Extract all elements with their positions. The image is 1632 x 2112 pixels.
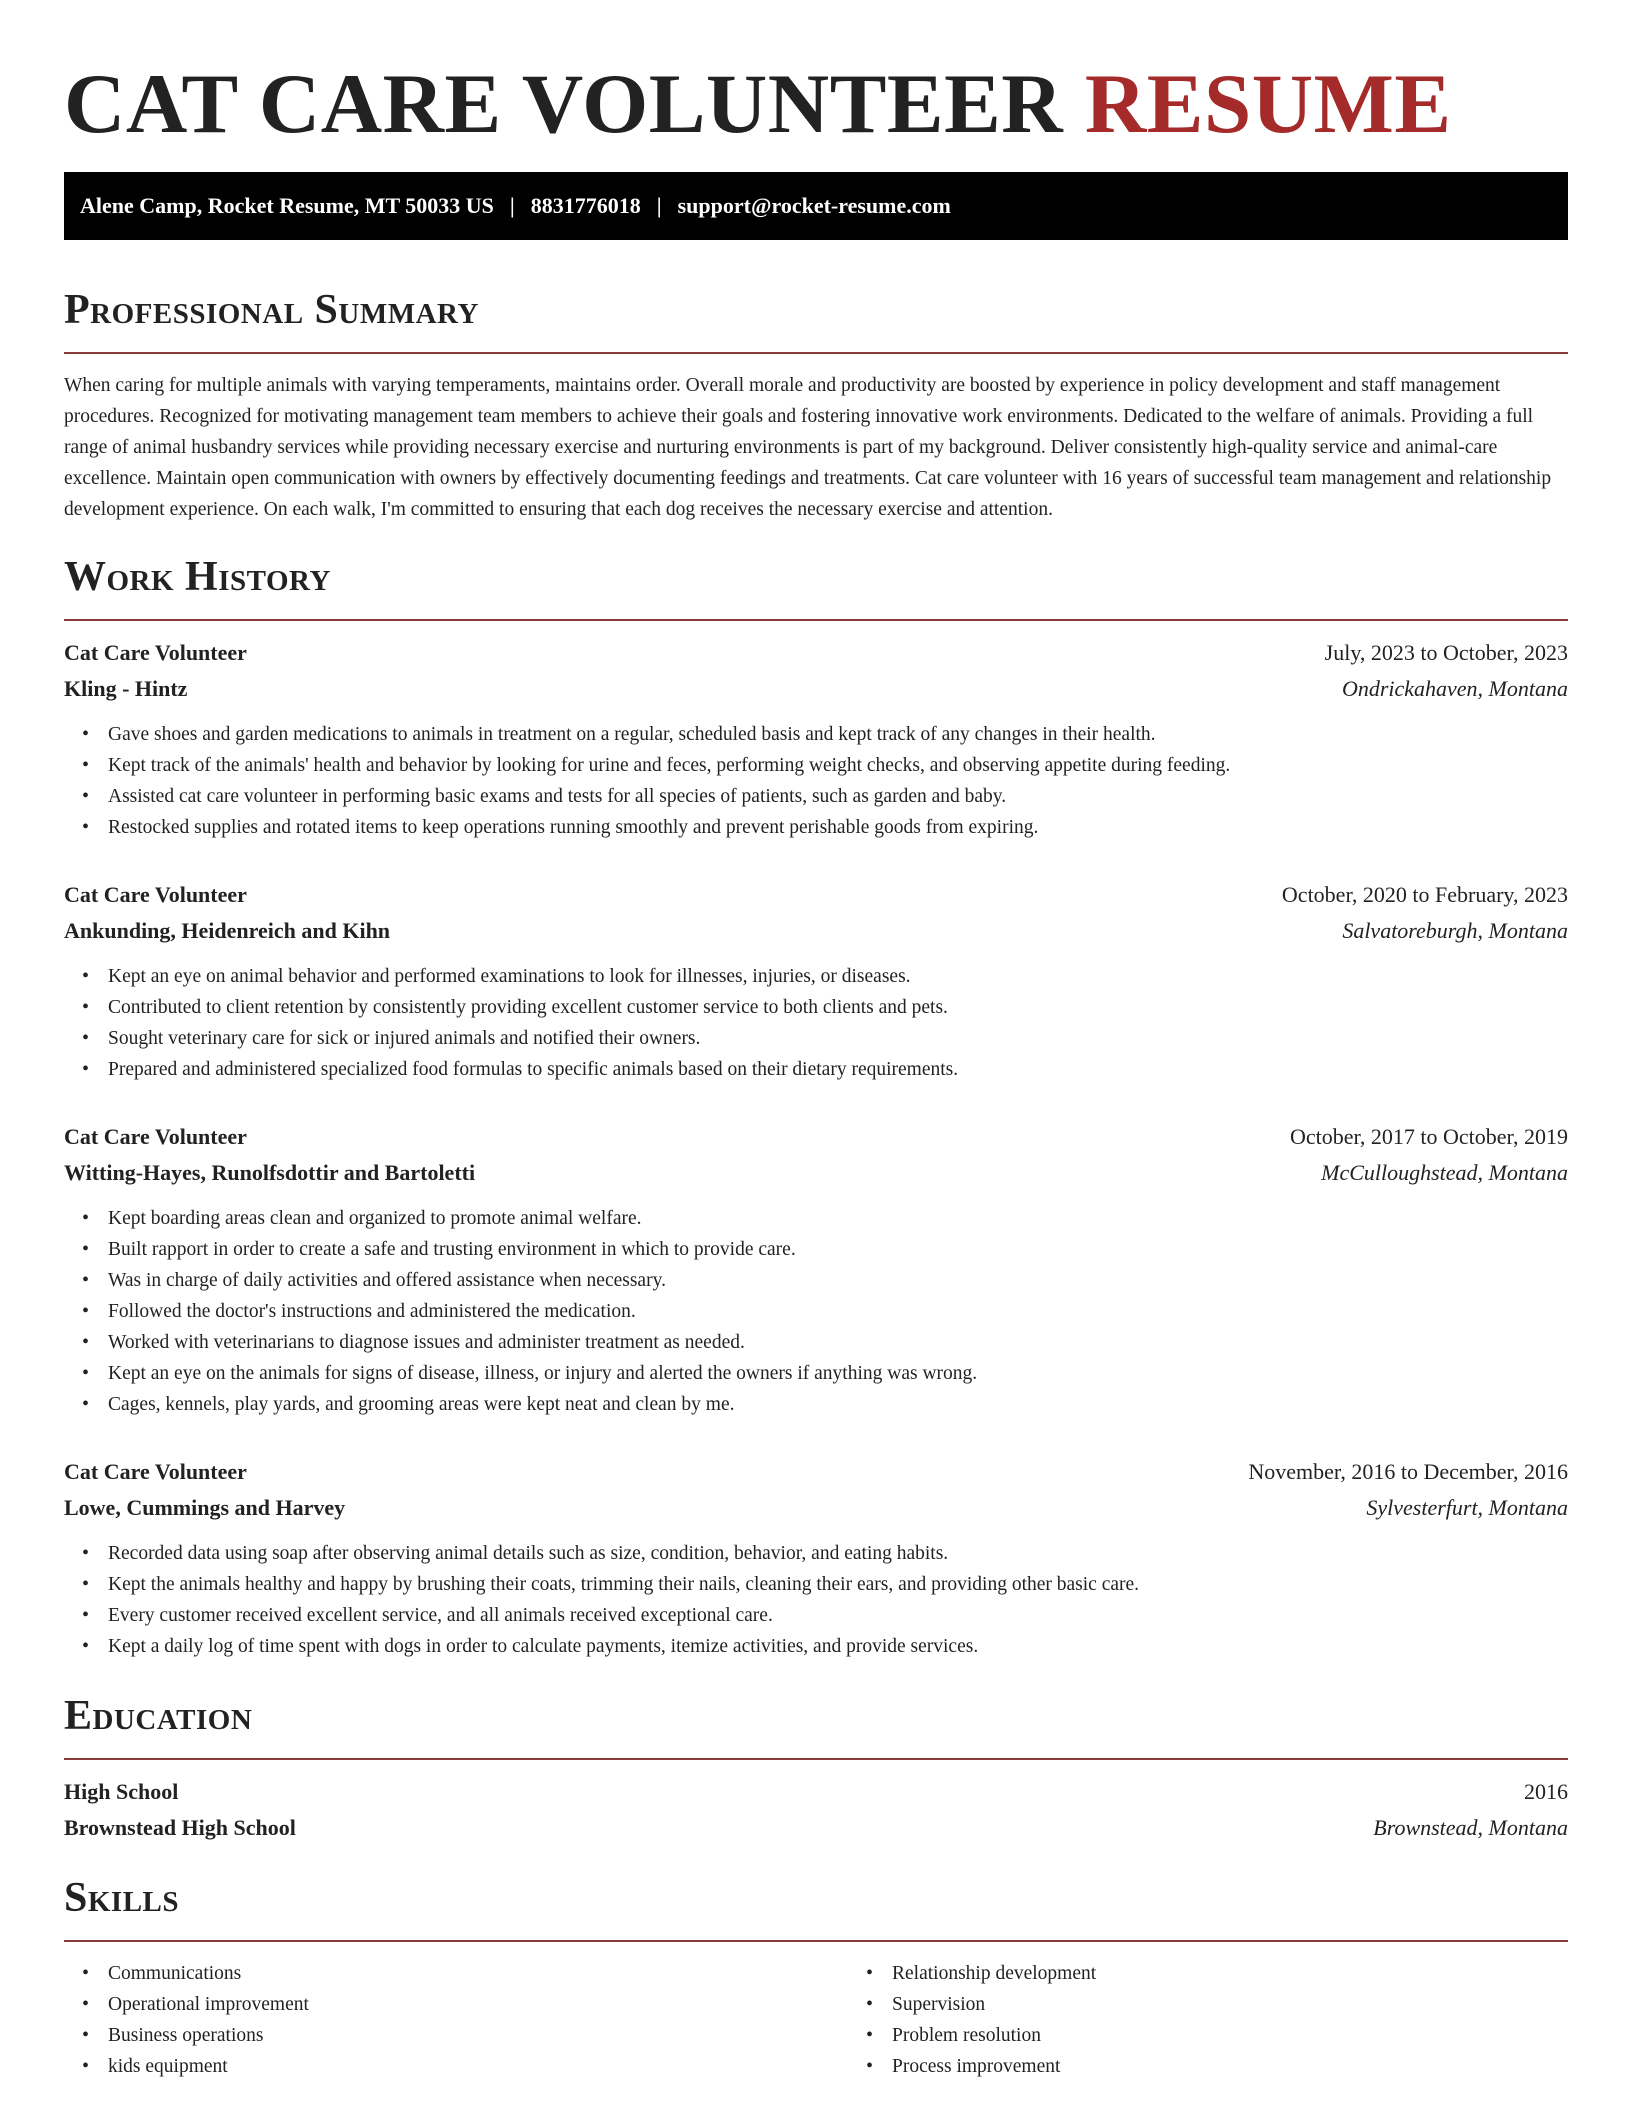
skills-columns [64, 1958, 1568, 2082]
education-school-row [64, 1810, 1568, 1846]
job-dates: October, 2020 to February, 2023 [1281, 882, 1568, 907]
job-company: Lowe, Cummings and Harvey [64, 1495, 346, 1520]
education-degree-row [64, 1774, 1568, 1810]
job-entry [64, 877, 1568, 1085]
job-bullet: • Built rapport in order to create a safe and trusting environment in which to provide care. [108, 1234, 1568, 1265]
job-title-row [64, 1119, 1568, 1155]
job-bullet: • Recorded data using soap after observing animal details such as size, condition, behavior, and eating habits. [108, 1538, 1568, 1569]
job-location: Sylvesterfurt, Montana [1366, 1495, 1568, 1520]
job-bullet: • Followed the doctor's instructions and administered the medication. [108, 1296, 1568, 1327]
job-company-row [64, 1490, 1568, 1526]
section-divider [64, 1940, 1568, 1942]
job-entry [64, 635, 1568, 843]
job-bullet: • Kept boarding areas clean and organized to promote animal welfare. [108, 1203, 1568, 1234]
job-company-row [64, 913, 1568, 949]
job-bullet: • Was in charge of daily activities and offered assistance when necessary. [108, 1265, 1568, 1296]
education-school: Brownstead High School [64, 1815, 296, 1840]
skill-item: • Process improvement [892, 2051, 1568, 2082]
job-title: Cat Care Volunteer [64, 1459, 247, 1484]
job-bullet: • Kept a daily log of time spent with dogs in order to calculate payments, itemize activities, and provide services. [108, 1631, 1568, 1662]
skill-item: • Supervision [892, 1989, 1568, 2020]
job-bullet: • Gave shoes and garden medications to animals in treatment on a regular, scheduled basis and kept track of any changes in their health. [108, 719, 1568, 750]
job-entry [64, 1454, 1568, 1662]
job-bullets [64, 1203, 1568, 1420]
job-location: Salvatoreburgh, Montana [1342, 918, 1568, 943]
job-bullet: • Assisted cat care volunteer in performing basic exams and tests for all species of patients, such as garden and baby. [108, 781, 1568, 812]
job-title-row [64, 635, 1568, 671]
job-company-row [64, 1155, 1568, 1191]
section-divider [64, 619, 1568, 621]
job-dates: October, 2017 to October, 2019 [1289, 1124, 1568, 1149]
education-year: 2016 [1524, 1779, 1568, 1804]
contact-address: Alene Camp, Rocket Resume, MT 50033 US [80, 193, 494, 218]
job-location: McCulloughstead, Montana [1321, 1160, 1568, 1185]
job-dates: July, 2023 to October, 2023 [1324, 640, 1568, 665]
job-bullet: • Kept an eye on animal behavior and performed examinations to look for illnesses, injuries, or diseases. [108, 961, 1568, 992]
section-divider [64, 1758, 1568, 1760]
education-degree: High School [64, 1779, 179, 1804]
contact-separator: | [509, 193, 515, 218]
job-location: Ondrickahaven, Montana [1341, 676, 1568, 701]
job-company: Ankunding, Heidenreich and Kihn [64, 918, 391, 943]
education-section [64, 1690, 1568, 1846]
skill-item: • Problem resolution [892, 2020, 1568, 2051]
job-bullets [64, 961, 1568, 1085]
title-accent: RESUME [1084, 57, 1452, 151]
job-title-row [64, 1454, 1568, 1490]
skill-item: • Relationship development [892, 1958, 1568, 1989]
contact-phone: 8831776018 [530, 193, 641, 218]
education-entry [64, 1774, 1568, 1846]
section-divider [64, 352, 1568, 354]
job-company-row [64, 671, 1568, 707]
section-heading-skills: Skills [64, 1875, 180, 1921]
job-company: Kling - Hintz [64, 676, 188, 701]
summary-text: When caring for multiple animals with varying temperaments, maintains order. Overall morale and productivity are boosted by experience in policy development and staff management procedures. Recognized for motivating management team members to achieve their goals and fostering innovative work environments. Dedicated to the welfare of animals. Providing a full range of animal husbandry services while providing necessary exercise and nurturing environments is part of my background. Deliver consistently high-quality service and animal-care excellence. Maintain open communication with owners by effectively documenting feedings and treatments. Cat care volunteer with 16 years of successful team management and relationship development experience. On each walk, I'm committed to ensuring that each dog receives the necessary exercise and attention. [64, 375, 1552, 520]
job-dates: November, 2016 to December, 2016 [1248, 1459, 1568, 1484]
contact-bar [64, 172, 1568, 240]
skills-section [64, 1872, 1568, 2082]
skills-list-right [848, 1958, 1568, 2082]
work-history-section [64, 551, 1568, 1662]
job-title: Cat Care Volunteer [64, 882, 247, 907]
skills-list-left [64, 1958, 848, 2082]
job-bullet: • Kept an eye on the animals for signs of disease, illness, or injury and alerted the owners if anything was wrong. [108, 1358, 1568, 1389]
job-title: Cat Care Volunteer [64, 640, 247, 665]
title-main: CAT CARE VOLUNTEER [64, 57, 1064, 151]
job-bullet: • Every customer received excellent service, and all animals received exceptional care. [108, 1600, 1568, 1631]
job-bullets [64, 719, 1568, 843]
section-heading-summary: Professional Summary [64, 287, 479, 333]
job-entry [64, 1119, 1568, 1420]
contact-email: support@rocket-resume.com [677, 193, 951, 218]
job-company: Witting-Hayes, Runolfsdottir and Bartoletti [64, 1160, 476, 1185]
skill-item: • Operational improvement [108, 1989, 848, 2020]
skill-item: • Business operations [108, 2020, 848, 2051]
job-bullet: • Cages, kennels, play yards, and grooming areas were kept neat and clean by me. [108, 1389, 1568, 1420]
section-heading-education: Education [64, 1693, 253, 1739]
contact-separator: | [656, 193, 662, 218]
job-bullet: • Worked with veterinarians to diagnose issues and administer treatment as needed. [108, 1327, 1568, 1358]
job-title: Cat Care Volunteer [64, 1124, 247, 1149]
job-bullets [64, 1538, 1568, 1662]
job-title-row [64, 877, 1568, 913]
job-bullet: • Restocked supplies and rotated items to keep operations running smoothly and prevent perishable goods from expiring. [108, 812, 1568, 843]
resume-title [64, 0, 1568, 152]
job-bullet: • Kept the animals healthy and happy by brushing their coats, trimming their nails, cleaning their ears, and providing other basic care. [108, 1569, 1568, 1600]
job-bullet: • Contributed to client retention by consistently providing excellent customer service to both clients and pets. [108, 992, 1568, 1023]
job-bullet: • Sought veterinary care for sick or injured animals and notified their owners. [108, 1023, 1568, 1054]
skill-item: • Communications [108, 1958, 848, 1989]
summary-section [64, 284, 1568, 525]
job-bullet: • Kept track of the animals' health and behavior by looking for urine and feces, performing weight checks, and observing appetite during feeding. [108, 750, 1568, 781]
section-heading-work-history: Work History [64, 554, 331, 600]
education-location: Brownstead, Montana [1373, 1815, 1568, 1840]
skill-item: • kids equipment [108, 2051, 848, 2082]
job-bullet: • Prepared and administered specialized food formulas to specific animals based on their dietary requirements. [108, 1054, 1568, 1085]
